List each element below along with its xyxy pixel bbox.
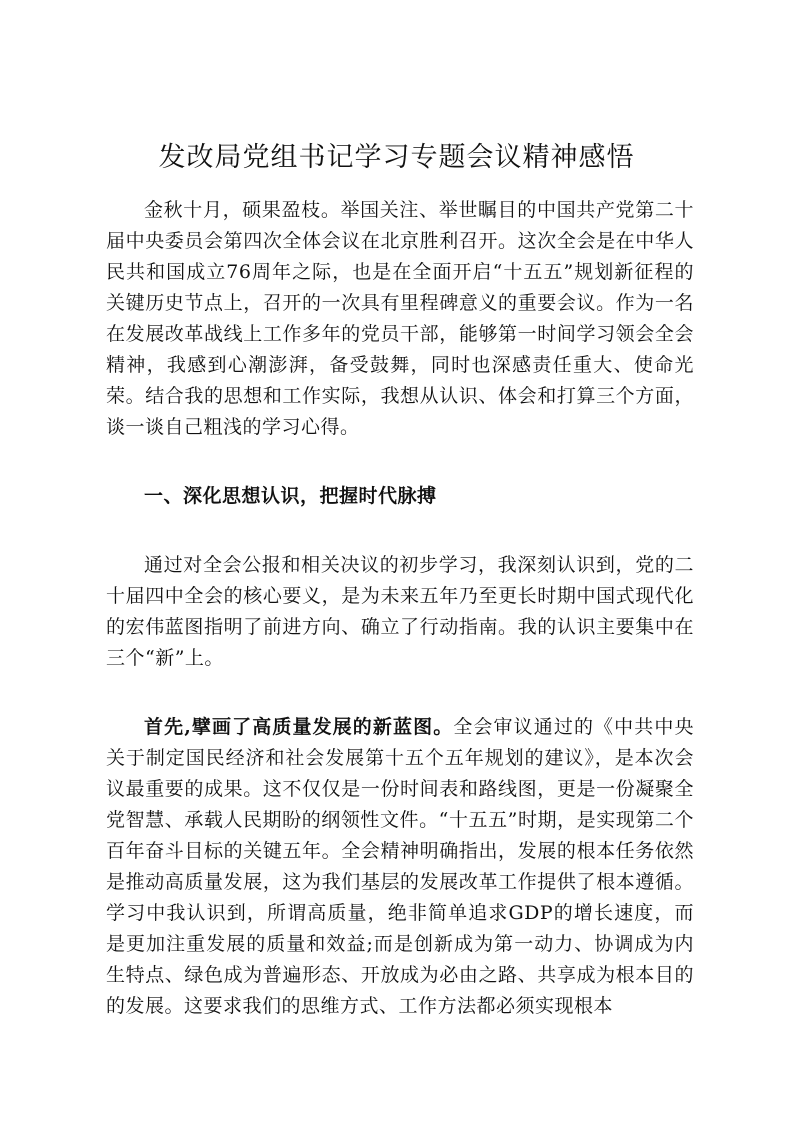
document-title: 发改局党组书记学习专题会议精神感悟 (158, 142, 635, 173)
document-body (106, 195, 694, 1022)
point1-paragraph (106, 712, 694, 1022)
spacer (106, 443, 694, 481)
section1-paragraph: 通过对全会公报和相关决议的初步学习，我深刻认识到，党的二十届四中全会的核心要义，是为未来五年乃至更长时期中国式现代化的宏伟蓝图指明了前进方向、确立了行动指南。我的认识主要集中在三个“新”上。 (106, 554, 694, 669)
spacer (106, 512, 694, 550)
intro-paragraph: 金秋十月，硕果盈枝。举国关注、举世瞩目的中国共产党第二十届中央委员会第四次全体会议在北京胜利召开。这次全会是在中华人民共和国成立76周年之际，也是在全面开启“十五五”规划新征程的关键历史节点上，召开的一次具有里程碑意义的重要会议。作为一名在发展改革战线上工作多年的党员干部，能够第一时间学习领会全会精神，我感到心潮澎湃，备受鼓舞，同时也深感责任重大、使命光荣。结合我的思想和工作实际，我想从认识、体会和打算三个方面，谈一谈自己粗浅的学习心得。 (106, 199, 694, 438)
spacer (106, 674, 694, 712)
section-heading-1: 一、深化思想认识，把握时代脉搏 (144, 485, 437, 507)
point1-body: 全会审议通过的《中共中央关于制定国民经济和社会发展第十五个五年规划的建议》，是本次会议最重要的成果。这不仅仅是一份时间表和路线图，更是一份凝聚全党智慧、承载人民期盼的纲领性文件。“十五五”时期，是实现第二个百年奋斗目标的关键五年。全会精神明确指出，发展的根本任务依然是推动高质量发展，这为我们基层的发展改革工作提供了根本遵循。学习中我认识到，所谓高质量，绝非简单追求GDP的增长速度，而是更加注重发展的质量和效益;而是创新成为第一动力、协调成为内生特点、绿色成为普遍形态、开放成为必由之路、共享成为根本目的的发展。这要求我们的思维方式、工作方法都必须实现根本 (106, 716, 694, 1017)
point1-lead: 首先,擘画了高质量发展的新蓝图。 (144, 716, 454, 738)
